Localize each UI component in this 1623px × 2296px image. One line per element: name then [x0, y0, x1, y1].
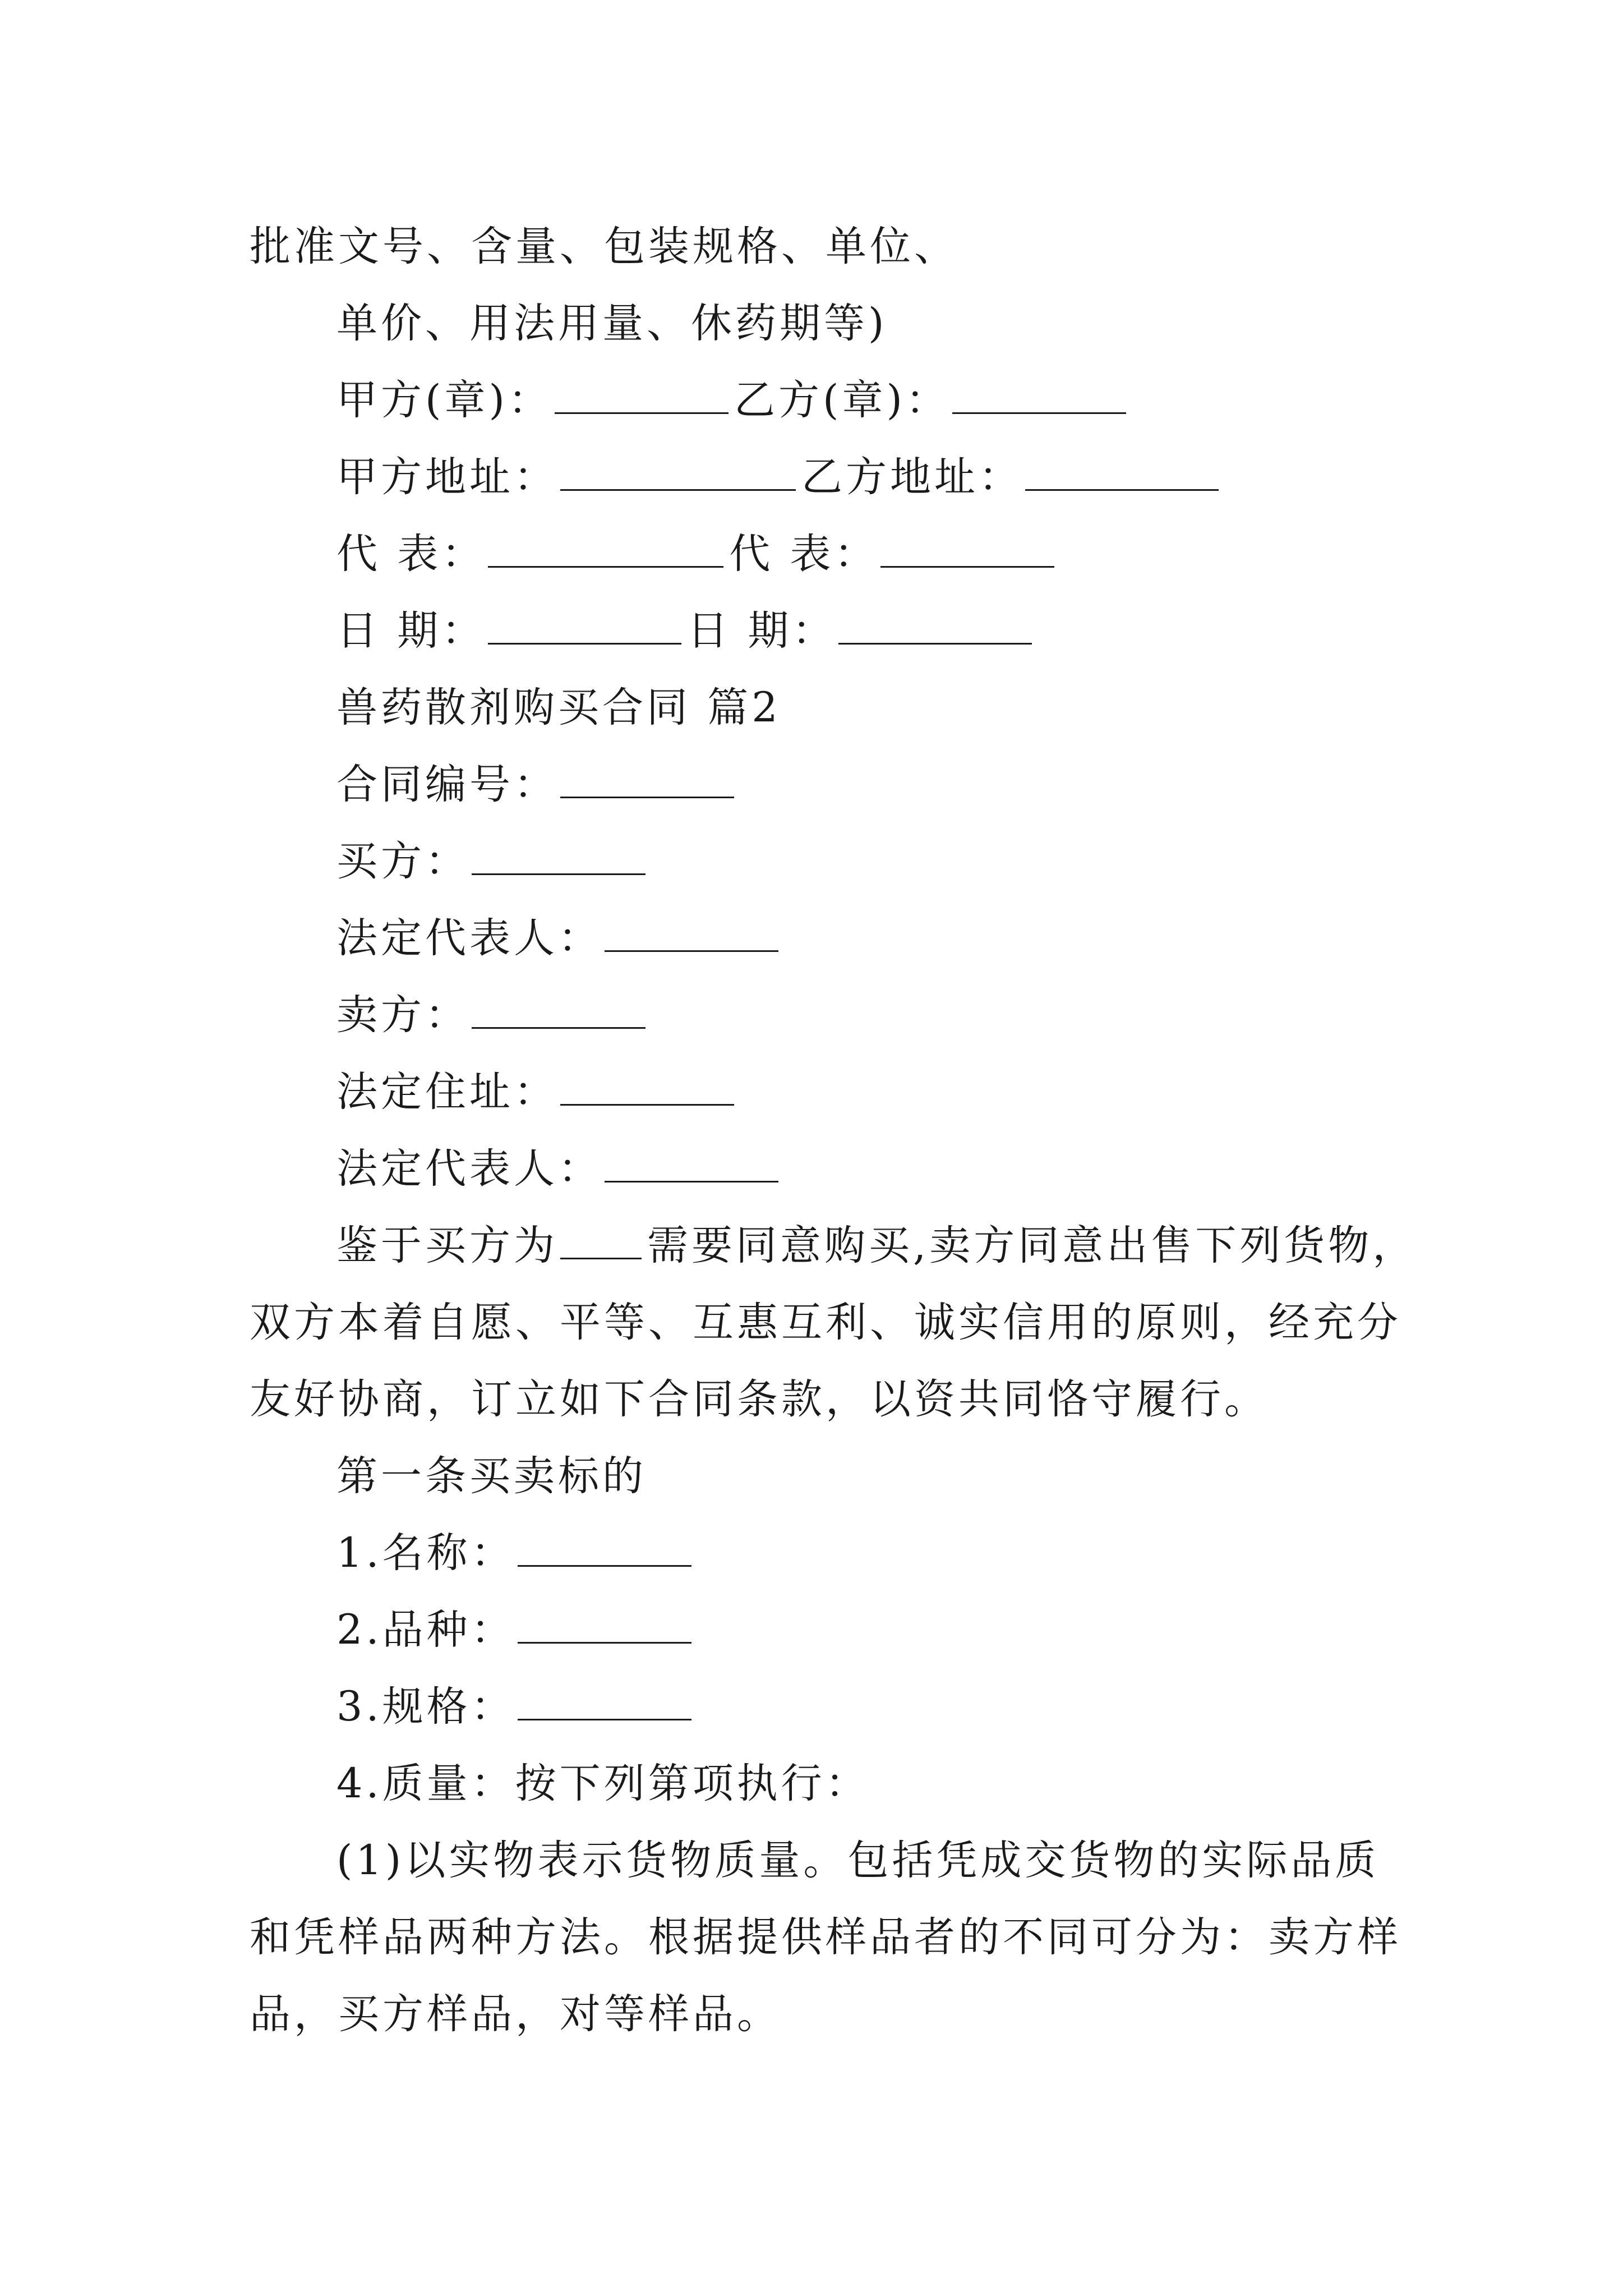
party-b-rep-label: 代 表：	[729, 530, 879, 578]
seller-row	[336, 987, 1391, 1043]
paragraph-2-text-a: (1)以实物表示货物质量。包括凭成交货物的实际品质	[336, 1837, 1380, 1884]
article-1-title: 第一条买卖标的	[336, 1452, 647, 1500]
item-quality-row	[336, 1756, 1391, 1812]
contract-number-blank[interactable]	[560, 757, 734, 798]
item-spec-blank[interactable]	[518, 1680, 691, 1720]
party-a-date-label: 日 期：	[336, 607, 486, 655]
party-a-address-blank[interactable]	[560, 450, 796, 491]
paragraph-2-line-1	[336, 1833, 1391, 1889]
contract-number-label: 合同编号：	[336, 761, 558, 808]
item-name-row	[336, 1525, 1391, 1581]
item-spec-label: 3.规格：	[336, 1683, 515, 1731]
paragraph-2-line-2	[250, 1910, 1401, 1966]
price-text: 单价、用法用量、休药期等)	[336, 300, 888, 347]
party-b-date-blank[interactable]	[838, 604, 1032, 645]
legal-rep-row-1	[336, 910, 1391, 967]
date-row	[336, 603, 1391, 659]
seller-blank[interactable]	[472, 988, 645, 1029]
party-b-address-blank[interactable]	[1025, 450, 1219, 491]
seller-label: 卖方：	[336, 991, 469, 1039]
item-name-blank[interactable]	[518, 1526, 691, 1567]
paragraph-1-line-3	[250, 1372, 1388, 1428]
party-b-rep-blank[interactable]	[880, 527, 1054, 568]
item-name-label: 1.名称：	[336, 1529, 515, 1577]
representative-row	[336, 526, 1391, 582]
contract-title: 兽药散剂购买合同 篇2	[336, 684, 781, 731]
approval-text: 批准文号、含量、包装规格、单位、	[250, 223, 958, 270]
item-variety-blank[interactable]	[518, 1603, 691, 1644]
text-line-price	[336, 296, 1391, 352]
section-title	[336, 680, 1391, 736]
item-quality-text: 4.质量：按下列第项执行：	[336, 1760, 870, 1807]
buyer-label: 买方：	[336, 838, 469, 885]
party-a-address-label: 甲方地址：	[336, 453, 558, 501]
party-b-seal-label: 乙方(章)：	[734, 376, 950, 424]
legal-address-blank[interactable]	[560, 1065, 734, 1106]
legal-address-row	[336, 1064, 1391, 1120]
paragraph-1-text-b: 需要同意购买,卖方同意出售下列货物，	[647, 1222, 1417, 1269]
paragraph-1-line-1	[336, 1218, 1417, 1274]
party-a-date-blank[interactable]	[488, 604, 681, 645]
party-a-seal-label: 甲方(章)：	[336, 376, 552, 424]
buyer-blank[interactable]	[472, 834, 645, 875]
item-spec-row	[336, 1679, 1391, 1735]
buyer-row	[336, 834, 1391, 890]
party-b-date-label: 日 期：	[687, 607, 837, 655]
article-1-heading	[336, 1448, 1391, 1504]
seal-row	[336, 372, 1391, 429]
seller-legal-rep-blank[interactable]	[605, 1142, 778, 1182]
seller-legal-rep-label: 法定代表人：	[336, 1145, 602, 1193]
party-a-seal-blank[interactable]	[555, 373, 728, 414]
legal-rep-row-2	[336, 1141, 1391, 1197]
contract-number-row	[336, 757, 1391, 813]
text-line-approval	[250, 219, 1388, 275]
buyer-legal-rep-blank[interactable]	[605, 911, 778, 952]
party-b-address-label: 乙方地址：	[801, 453, 1023, 501]
party-a-rep-blank[interactable]	[488, 527, 723, 568]
legal-address-label: 法定住址：	[336, 1068, 558, 1116]
item-variety-row	[336, 1602, 1391, 1658]
paragraph-1-line-2	[250, 1295, 1401, 1351]
address-row	[336, 449, 1391, 505]
paragraph-1-text-d: 友好协商，订立如下合同条款，以资共同恪守履行。	[250, 1375, 1269, 1423]
buyer-legal-rep-label: 法定代表人：	[336, 914, 602, 962]
paragraph-2-text-c: 品，买方样品，对等样品。	[250, 1990, 781, 2038]
item-variety-label: 2.品种：	[336, 1606, 515, 1654]
paragraph-1-text-a: 鉴于买方为	[336, 1222, 558, 1269]
party-a-rep-label: 代 表：	[336, 530, 486, 578]
paragraph-2-text-b: 和凭样品两种方法。根据提供样品者的不同可分为：卖方样	[250, 1913, 1401, 1961]
paragraph-2-line-3	[250, 1986, 1388, 2042]
party-b-seal-blank[interactable]	[952, 373, 1126, 414]
paragraph-1-text-c: 双方本着自愿、平等、互惠互利、诚实信用的原则，经充分	[250, 1299, 1401, 1346]
purpose-blank[interactable]	[560, 1218, 642, 1259]
